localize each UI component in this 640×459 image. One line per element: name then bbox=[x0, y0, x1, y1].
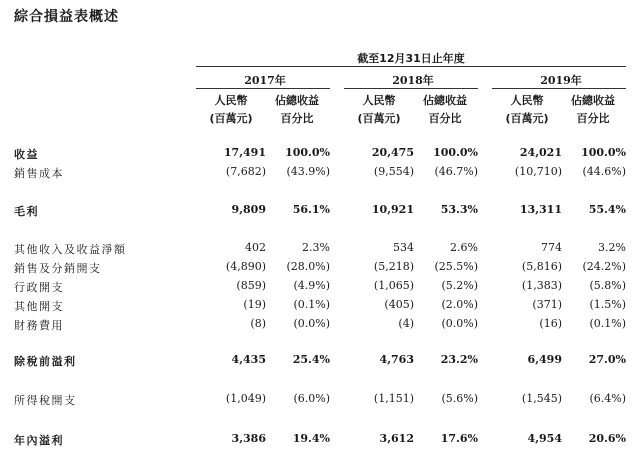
pct-cell-2018: (25.5%) bbox=[434, 260, 478, 273]
row-label: 銷售及分銷開支 bbox=[14, 262, 102, 275]
pct-header-line: 佔總收益 bbox=[571, 94, 615, 107]
row-label: 其他收入及收益淨額 bbox=[14, 243, 127, 256]
pct-cell-2019: (1.5%) bbox=[589, 298, 626, 311]
amount-cell-2017: 402 bbox=[245, 241, 266, 254]
row-label: 財務費用 bbox=[14, 319, 64, 332]
amount-cell-2017: 9,809 bbox=[231, 203, 266, 216]
amount-cell-2019: 774 bbox=[541, 241, 562, 254]
pct-header-line: 佔總收益 bbox=[423, 94, 467, 107]
amount-cell-2017: (8) bbox=[250, 317, 266, 330]
amount-header-2018 bbox=[344, 92, 414, 128]
amount-cell-2019: (1,545) bbox=[521, 392, 562, 405]
pct-cell-2017: (4.9%) bbox=[293, 279, 330, 292]
amount-cell-2017: (4,890) bbox=[225, 260, 266, 273]
pct-header-2017 bbox=[262, 92, 332, 128]
pct-cell-2019: (5.8%) bbox=[589, 279, 626, 292]
pct-cell-2017: 19.4% bbox=[292, 432, 330, 445]
amount-cell-2019: (5,816) bbox=[521, 260, 562, 273]
pct-cell-2017: 56.1% bbox=[292, 203, 330, 216]
pct-cell-2019: 20.6% bbox=[588, 432, 626, 445]
pct-cell-2017: 100.0% bbox=[285, 146, 330, 159]
pct-cell-2017: (0.1%) bbox=[293, 298, 330, 311]
period-rule bbox=[196, 66, 626, 67]
amount-cell-2018: 20,475 bbox=[371, 146, 414, 159]
amount-cell-2019: 4,954 bbox=[527, 432, 562, 445]
pct-cell-2019: (44.6%) bbox=[582, 165, 626, 178]
amount-header-line: 人民幣 bbox=[214, 94, 248, 107]
pct-header-line: 百分比 bbox=[280, 112, 314, 125]
row-label: 行政開支 bbox=[14, 281, 64, 294]
row-label: 收益 bbox=[14, 148, 39, 161]
amount-cell-2019: (10,710) bbox=[514, 165, 562, 178]
pct-cell-2018: 53.3% bbox=[440, 203, 478, 216]
pct-cell-2018: 17.6% bbox=[440, 432, 478, 445]
amount-header-2017 bbox=[196, 92, 266, 128]
pct-cell-2018: (2.0%) bbox=[441, 298, 478, 311]
pct-cell-2018: 100.0% bbox=[433, 146, 478, 159]
pct-cell-2019: (6.4%) bbox=[589, 392, 626, 405]
amount-header-line: 人民幣 bbox=[362, 94, 396, 107]
amount-header-line: 人民幣 bbox=[510, 94, 544, 107]
amount-cell-2018: 534 bbox=[393, 241, 414, 254]
amount-cell-2017: 3,386 bbox=[231, 432, 266, 445]
amount-cell-2018: 3,612 bbox=[379, 432, 414, 445]
year-2019: 2019年 bbox=[540, 74, 582, 87]
amount-cell-2019: 6,499 bbox=[527, 353, 562, 366]
pct-cell-2019: 27.0% bbox=[588, 353, 626, 366]
amount-cell-2019: 24,021 bbox=[519, 146, 562, 159]
year-2017: 2017年 bbox=[244, 74, 286, 87]
pct-cell-2018: 23.2% bbox=[440, 353, 478, 366]
pct-cell-2017: (28.0%) bbox=[286, 260, 330, 273]
pct-cell-2018: (0.0%) bbox=[441, 317, 478, 330]
amount-header-line: (百萬元) bbox=[209, 112, 253, 125]
pct-header-line: 百分比 bbox=[576, 112, 610, 125]
amount-header-line: (百萬元) bbox=[357, 112, 401, 125]
amount-cell-2017: (19) bbox=[243, 298, 266, 311]
pct-cell-2019: (0.1%) bbox=[589, 317, 626, 330]
row-label: 所得稅開支 bbox=[14, 394, 77, 407]
amount-cell-2019: (371) bbox=[532, 298, 562, 311]
year-rule-2017 bbox=[196, 88, 330, 89]
pct-cell-2017: 2.3% bbox=[302, 241, 330, 254]
amount-cell-2017: (7,682) bbox=[225, 165, 266, 178]
amount-cell-2017: 4,435 bbox=[231, 353, 266, 366]
amount-cell-2018: 4,763 bbox=[379, 353, 414, 366]
pct-header-line: 百分比 bbox=[428, 112, 462, 125]
pct-cell-2017: (43.9%) bbox=[286, 165, 330, 178]
pct-cell-2018: 2.6% bbox=[450, 241, 478, 254]
year-rule-2018 bbox=[344, 88, 478, 89]
pct-header-2019 bbox=[558, 92, 628, 128]
pct-cell-2017: 25.4% bbox=[292, 353, 330, 366]
amount-header-2019 bbox=[492, 92, 562, 128]
year-2018: 2018年 bbox=[392, 74, 434, 87]
amount-cell-2018: (9,554) bbox=[373, 165, 414, 178]
row-label: 其他開支 bbox=[14, 300, 64, 313]
pct-header-2018 bbox=[410, 92, 480, 128]
amount-cell-2017: (859) bbox=[236, 279, 266, 292]
amount-cell-2018: (1,065) bbox=[373, 279, 414, 292]
amount-cell-2018: (4) bbox=[398, 317, 414, 330]
row-label: 除稅前溢利 bbox=[14, 355, 77, 368]
pct-cell-2019: 3.2% bbox=[598, 241, 626, 254]
amount-cell-2018: 10,921 bbox=[371, 203, 414, 216]
pct-cell-2018: (5.2%) bbox=[441, 279, 478, 292]
amount-cell-2018: (405) bbox=[384, 298, 414, 311]
amount-cell-2018: (5,218) bbox=[373, 260, 414, 273]
amount-cell-2019: 13,311 bbox=[519, 203, 562, 216]
amount-cell-2019: (16) bbox=[539, 317, 562, 330]
document-title: 綜合損益表概述 bbox=[14, 9, 119, 25]
period-header: 截至12月31日止年度 bbox=[357, 52, 465, 65]
amount-cell-2019: (1,383) bbox=[521, 279, 562, 292]
pct-cell-2018: (5.6%) bbox=[441, 392, 478, 405]
pct-cell-2019: 55.4% bbox=[588, 203, 626, 216]
amount-cell-2017: 17,491 bbox=[223, 146, 266, 159]
pct-header-line: 佔總收益 bbox=[275, 94, 319, 107]
row-label: 年內溢利 bbox=[14, 434, 64, 447]
year-rule-2019 bbox=[492, 88, 626, 89]
amount-cell-2017: (1,049) bbox=[225, 392, 266, 405]
pct-cell-2017: (0.0%) bbox=[293, 317, 330, 330]
pct-cell-2017: (6.0%) bbox=[293, 392, 330, 405]
pct-cell-2018: (46.7%) bbox=[434, 165, 478, 178]
row-label: 銷售成本 bbox=[14, 167, 64, 180]
pct-cell-2019: 100.0% bbox=[581, 146, 626, 159]
amount-header-line: (百萬元) bbox=[505, 112, 549, 125]
pct-cell-2019: (24.2%) bbox=[582, 260, 626, 273]
row-label: 毛利 bbox=[14, 205, 39, 218]
amount-cell-2018: (1,151) bbox=[373, 392, 414, 405]
